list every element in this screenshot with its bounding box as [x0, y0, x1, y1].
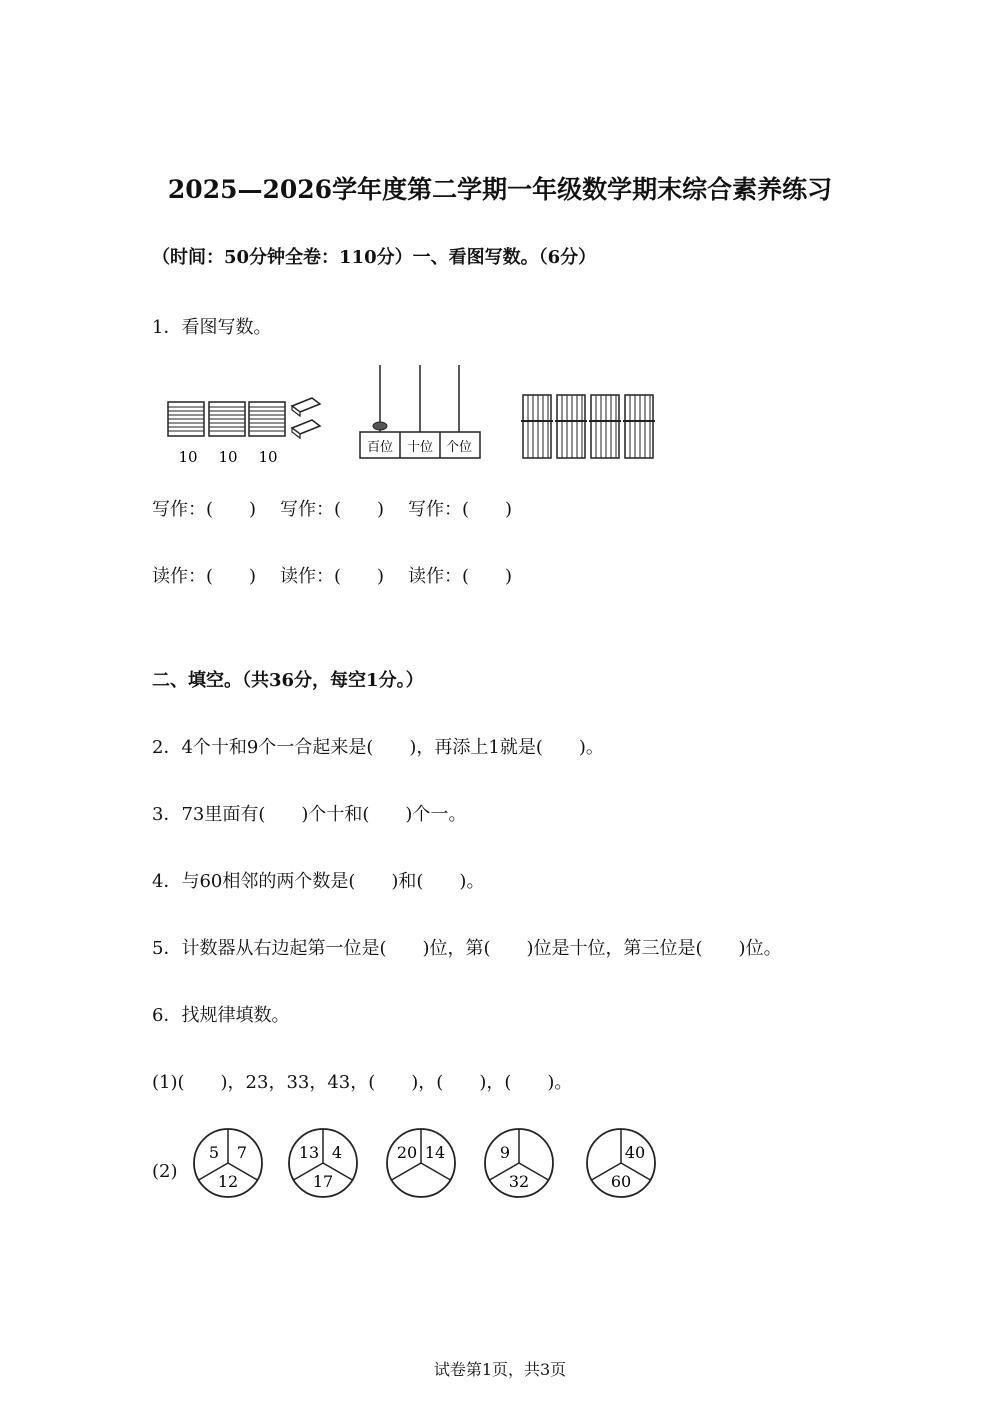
question-6-part-1: (1)( )，23，33，43，( )，( )，( )。 [152, 1072, 573, 1093]
circle-value-top-left: 20 [396, 1143, 418, 1162]
write-answer-3[interactable]: 写作：( ) [408, 499, 513, 520]
number-circle-2 [289, 1129, 357, 1197]
page-footer: 试卷第1页，共3页 [433, 1360, 567, 1379]
question-3: 3．73里面有( )个十和( )个一。 [152, 804, 467, 825]
stick-bundles-figure [515, 385, 665, 465]
question-6-part-2-label: (2) [152, 1161, 178, 1182]
stick-bundle-2 [555, 395, 587, 458]
circle-value-top-left: 13 [298, 1143, 320, 1162]
section-2-heading: 二、填空。（共36分，每空1分。） [152, 670, 424, 691]
circle-value-top-right: 40 [624, 1143, 646, 1162]
circle-value-top-left: 9 [499, 1143, 511, 1162]
single-book-2 [292, 420, 320, 438]
number-circles-figure [185, 1118, 665, 1208]
circle-value-bottom: 60 [610, 1172, 632, 1191]
circle-value-top-left: 5 [208, 1143, 220, 1162]
bundle-label-1: 10 [178, 448, 198, 466]
book-stack-2 [209, 402, 245, 436]
circle-value-bottom: 17 [312, 1172, 334, 1191]
number-circle-1 [194, 1129, 262, 1197]
bundle-label-3: 10 [258, 448, 278, 466]
abacus-label-hundreds: 百位 [366, 440, 394, 455]
question-6: 6．找规律填数。 [152, 1005, 290, 1026]
abacus-label-tens: 十位 [406, 440, 434, 455]
circle-value-bottom: 32 [508, 1172, 530, 1191]
book-stack-3 [249, 402, 285, 436]
write-answer-2[interactable]: 写作：( ) [280, 499, 385, 520]
exam-subtitle: （时间：50分钟全卷：110分）一、看图写数。（6分） [152, 247, 597, 268]
circle-value-top-right: 7 [236, 1143, 248, 1162]
abacus-figure [355, 360, 485, 465]
book-stacks-figure [160, 390, 330, 470]
read-answer-1[interactable]: 读作：( ) [152, 566, 257, 587]
number-circle-4 [485, 1129, 553, 1197]
number-circle-5 [587, 1129, 655, 1197]
abacus-bead [373, 422, 387, 430]
question-1-label: 1．看图写数。 [152, 317, 272, 338]
read-answer-2[interactable]: 读作：( ) [280, 566, 385, 587]
circle-value-bottom: 12 [217, 1172, 239, 1191]
stick-bundle-3 [589, 395, 621, 458]
page-title: 2025—2026学年度第二学期一年级数学期末综合素养练习 [167, 175, 833, 204]
stick-bundle-4 [623, 395, 655, 458]
circle-value-top-right: 14 [424, 1143, 446, 1162]
question-4: 4．与60相邻的两个数是( )和( )。 [152, 871, 485, 892]
book-stack-1 [168, 402, 204, 436]
read-answer-3[interactable]: 读作：( ) [408, 566, 513, 587]
write-answer-1[interactable]: 写作：( ) [152, 499, 257, 520]
number-circle-3 [387, 1129, 455, 1197]
circle-value-top-right: 4 [331, 1143, 343, 1162]
bundle-label-2: 10 [218, 448, 238, 466]
abacus-label-ones: 个位 [445, 440, 473, 455]
question-2: 2．4个十和9个一合起来是( )，再添上1就是( )。 [152, 737, 604, 758]
question-5: 5．计数器从右边起第一位是( )位，第( )位是十位，第三位是( )位。 [152, 938, 782, 959]
stick-bundle-1 [521, 395, 553, 458]
single-book-1 [292, 398, 320, 416]
